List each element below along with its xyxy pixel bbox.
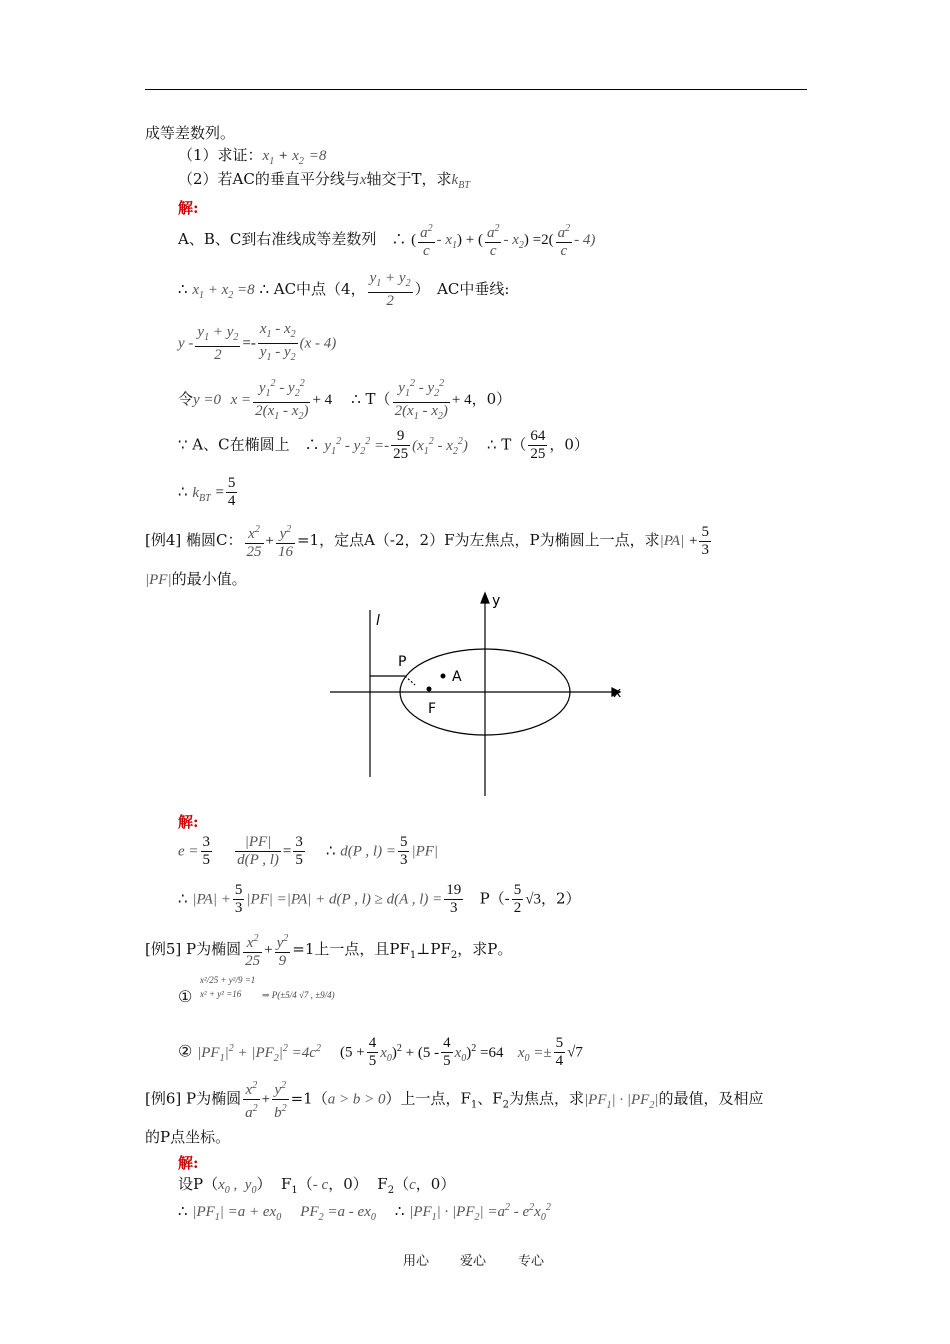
sol4-line-1: e = $\frac{3}{5}$ $\frac{|PF|}{d(P , l)}$ = $\frac{3}{5}$ ∴ d(P , l) = $\frac{5}{3}$ |PF| (178, 834, 439, 868)
example-5-method-1: ① (178, 987, 193, 1006)
sol1-line-2: ∴ $x_1 + x_2 =8$ ∴ AC中点（4， $\frac{y_1 + y_2}{2}$ ） AC中垂线: (178, 270, 510, 309)
y-axis-arrow (481, 593, 489, 603)
solution-label-6: 解: (178, 1154, 199, 1172)
label-a: A (452, 669, 462, 685)
sol1-line-6: ∴ $k_{BT}$ = $\frac{5}{4}$ (178, 475, 236, 509)
sol1-line-4: 令y =0 x = $\frac{y_1^2 - y_2^2}{2(x_1 - x_2)}$ + 4 ∴ T（ $\frac{y_1^2 - y_2^2}{2(x_1 - x_2)}$ + 4，0） (178, 375, 511, 425)
example-4-line-2: |PF|的最小值。 (145, 570, 247, 588)
example-5-small-system: x²/25 + y²/9 =1 x² + y² =16 (200, 975, 256, 999)
label-p: P (398, 654, 407, 670)
sol6-line-2: ∴ $|PF_1| =a + ex_0$ $PF_2 =a - ex_0$ ∴ $|PF_1| \cdot |PF_2| =a^2 - e^2x_0^2$ (178, 1202, 551, 1223)
sol1-line-5: ∵ A、C在椭圆上 ∴ $y_1^2 - y_2^2$ =- $\frac{9}{25}$ $(x_1^2 - x_2^2)$ ∴ T（ $\frac{64}{25}$ ，0） (178, 428, 589, 462)
footer-text-1: 用心 (403, 1254, 430, 1269)
sol1-line-3: y - $\frac{y_1 + y_2}{2}$ =- $\frac{x_1 - x_2}{y_1 - y_2}$ (x - 4) (178, 321, 337, 363)
example-5-line-1: [例5] P为椭圆 $\frac{x^2}{25}$ + $\frac{y^2}{9}$ =1上一点，且$PF_1\perp PF_2$，求P。 (145, 930, 512, 970)
sol1-line-1: A、B、C到右准线成等差数列 ∴ ( $\frac{a^2}{c}$ - $x_1$) + ( $\frac{a^2}{c}$ - $x_2) =2$( $\frac{a^2}{c}$ - 4) (178, 220, 595, 260)
point-a (441, 674, 446, 679)
footer-text-3: 专心 (518, 1254, 545, 1269)
intro-line-2: （1）求证：$x_1 + x_2 =8$ (178, 146, 327, 167)
ellipse-figure (320, 585, 640, 800)
example-6-line-1: [例6] P为椭圆 $\frac{x^2}{a^2}$ + $\frac{y^2}{b^2}$ =1（a > b > 0）上一点，$F_1$、$F_2$为焦点，求$|PF_1| \cdot |PF_2|$的最值，及相应 (145, 1077, 763, 1122)
sol4-line-2: ∴ |PA| + $\frac{5}{3}$ |PF| =|PA| + d(P , l) ≥ d(A , l) = $\frac{19}{3}$ P（- $\frac{5}{2}$ √3，2） (178, 882, 581, 916)
intro-line-1: 成等差数列。 (145, 124, 236, 142)
footer-text-2: 爱心 (460, 1254, 487, 1269)
label-f: F (428, 701, 437, 717)
header-rule (145, 89, 807, 90)
label-y: y (492, 593, 501, 609)
example-4-line-1: [例4] 椭圆C： $\frac{x^2}{25}$ + $\frac{y^2}{16}$ =1，定点A（-2，2）F为左焦点，P为椭圆上一点，求|PA| + $\frac{5}{3}$ (145, 521, 713, 561)
dashed-segment (405, 676, 415, 685)
example-5-small-result: ⇒ P(±5/4 √7 , ±9/4) (262, 990, 335, 1000)
label-x: x (613, 685, 622, 701)
example-6-line-2: 的P点坐标。 (145, 1128, 231, 1146)
solution-label-1: 解: (178, 199, 199, 217)
example-5-method-2: ② $|PF_1|^2 + |PF_2|^2 =4c^2$ (5 + $\frac{4}{5}$ $x_0)^2 + (5$ - $\frac{4}{5}$ $x_0)^2 =64$ $x_0$ =± $\frac{5}{4}$ √7 (178, 1035, 583, 1069)
sol6-line-1: 设$P(x_0$ , $y_0$） $F_1(-$ c，0） $F_2(c$，0） (178, 1175, 456, 1196)
point-f (427, 687, 432, 692)
label-l: l (376, 613, 380, 629)
solution-label-4: 解: (178, 813, 199, 831)
intro-line-3: （2）若AC的垂直平分线与x轴交于T，求$k_{BT}$ (178, 170, 470, 191)
